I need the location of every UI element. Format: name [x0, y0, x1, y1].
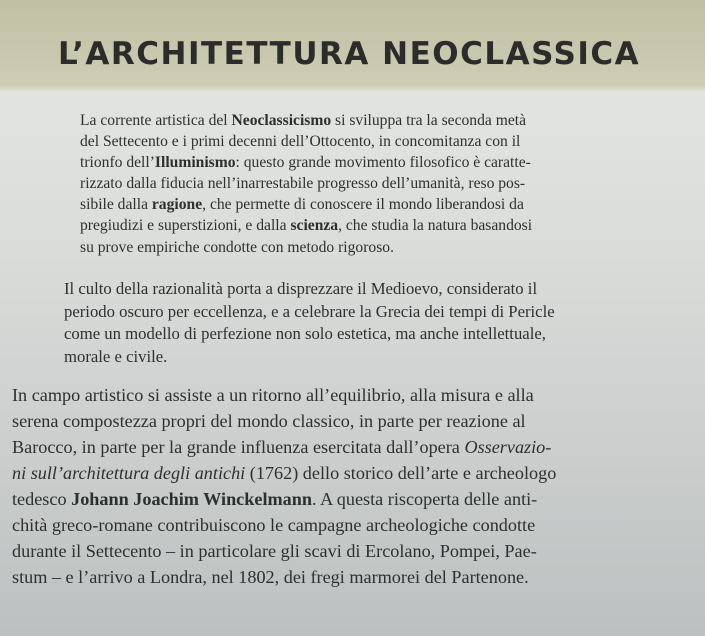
p1-line	[80, 194, 532, 215]
term-scienza: scienza	[290, 217, 339, 235]
work-title: Osservazio-	[464, 437, 552, 457]
p3-line	[12, 486, 556, 512]
p1-line	[80, 215, 532, 236]
text: su prove empiriche condotte con metodo rigoroso.	[80, 238, 394, 256]
paragraph-3	[12, 382, 556, 590]
paragraph-2	[64, 278, 555, 368]
term-ragione: ragione	[151, 196, 203, 214]
text: chità greco-romane contribuiscono le campagne archeologiche condotte	[12, 515, 536, 535]
text: serena compostezza propri del mondo classico, in parte per reazione al	[12, 411, 526, 431]
p1-line	[80, 237, 532, 258]
term-neoclassicismo: Neoclassicismo	[231, 112, 332, 129]
text: del Settecento e i primi decenni dell’Ottocento, in concomitanza con il	[80, 133, 521, 151]
text: Il culto della razionalità porta a disprezzare il Medioevo, considerato il	[64, 279, 538, 298]
text: (1762) dello storico dell’arte e archeologo	[245, 463, 557, 483]
text: durante il Settecento – in particolare gli scavi di Ercolano, Pompei, Pae-	[12, 541, 537, 561]
text: . A questa riscoperta delle anti-	[311, 489, 538, 509]
p3-line	[12, 460, 556, 486]
p2-line	[64, 323, 555, 346]
paragraph-1	[80, 110, 532, 258]
text: trionfo dell’	[80, 154, 155, 172]
text: , che permette di conoscere il mondo liberandosi da	[202, 196, 524, 214]
text: stum – e l’arrivo a Londra, nel 1802, dei fregi marmorei del Partenone.	[12, 567, 529, 587]
p3-line	[12, 538, 556, 564]
text: si sviluppa tra la seconda metà	[331, 112, 527, 129]
text: come un modello di perfezione non solo estetica, ma anche intellettuale,	[64, 324, 546, 343]
p2-line	[64, 278, 555, 301]
p3-line	[12, 564, 556, 590]
text: pregiudizi e superstizioni, e dalla	[80, 217, 291, 235]
text: : questo grande movimento filosofico è caratte-	[235, 154, 531, 172]
p1-line	[80, 173, 532, 194]
text: tedesco	[12, 489, 72, 509]
panel-title: L’ARCHITETTURA NEOCLASSICA	[58, 36, 641, 72]
text: Barocco, in parte per la grande influenza esercitata dall’opera	[12, 437, 465, 457]
p3-line	[12, 434, 556, 460]
p3-line	[12, 382, 556, 408]
p1-line	[80, 152, 532, 173]
header-band	[0, 0, 705, 92]
text: morale e civile.	[64, 346, 168, 366]
p1-line	[80, 131, 532, 152]
text: periodo oscuro per eccellenza, e a celebrare la Grecia dei tempi di Pericle	[64, 301, 555, 321]
term-illuminismo: Illuminismo	[154, 154, 236, 172]
p2-line	[64, 346, 555, 369]
p3-line	[12, 512, 556, 538]
p1-line	[80, 110, 532, 131]
work-title: ni sull’architettura degli antichi	[12, 463, 246, 483]
text: , che studia la natura basandosi	[338, 217, 533, 235]
p2-line	[64, 301, 555, 324]
text: In campo artistico si assiste a un ritorno all’equilibrio, alla misura e alla	[12, 385, 534, 405]
text: La corrente artistica del	[80, 112, 232, 129]
text: sibile dalla	[80, 196, 152, 214]
p3-line	[12, 408, 556, 434]
person-name: Johann Joachim Winckelmann	[71, 489, 312, 509]
text: rizzato dalla fiducia nell’inarrestabile progresso dell’umanità, reso pos-	[80, 175, 526, 193]
